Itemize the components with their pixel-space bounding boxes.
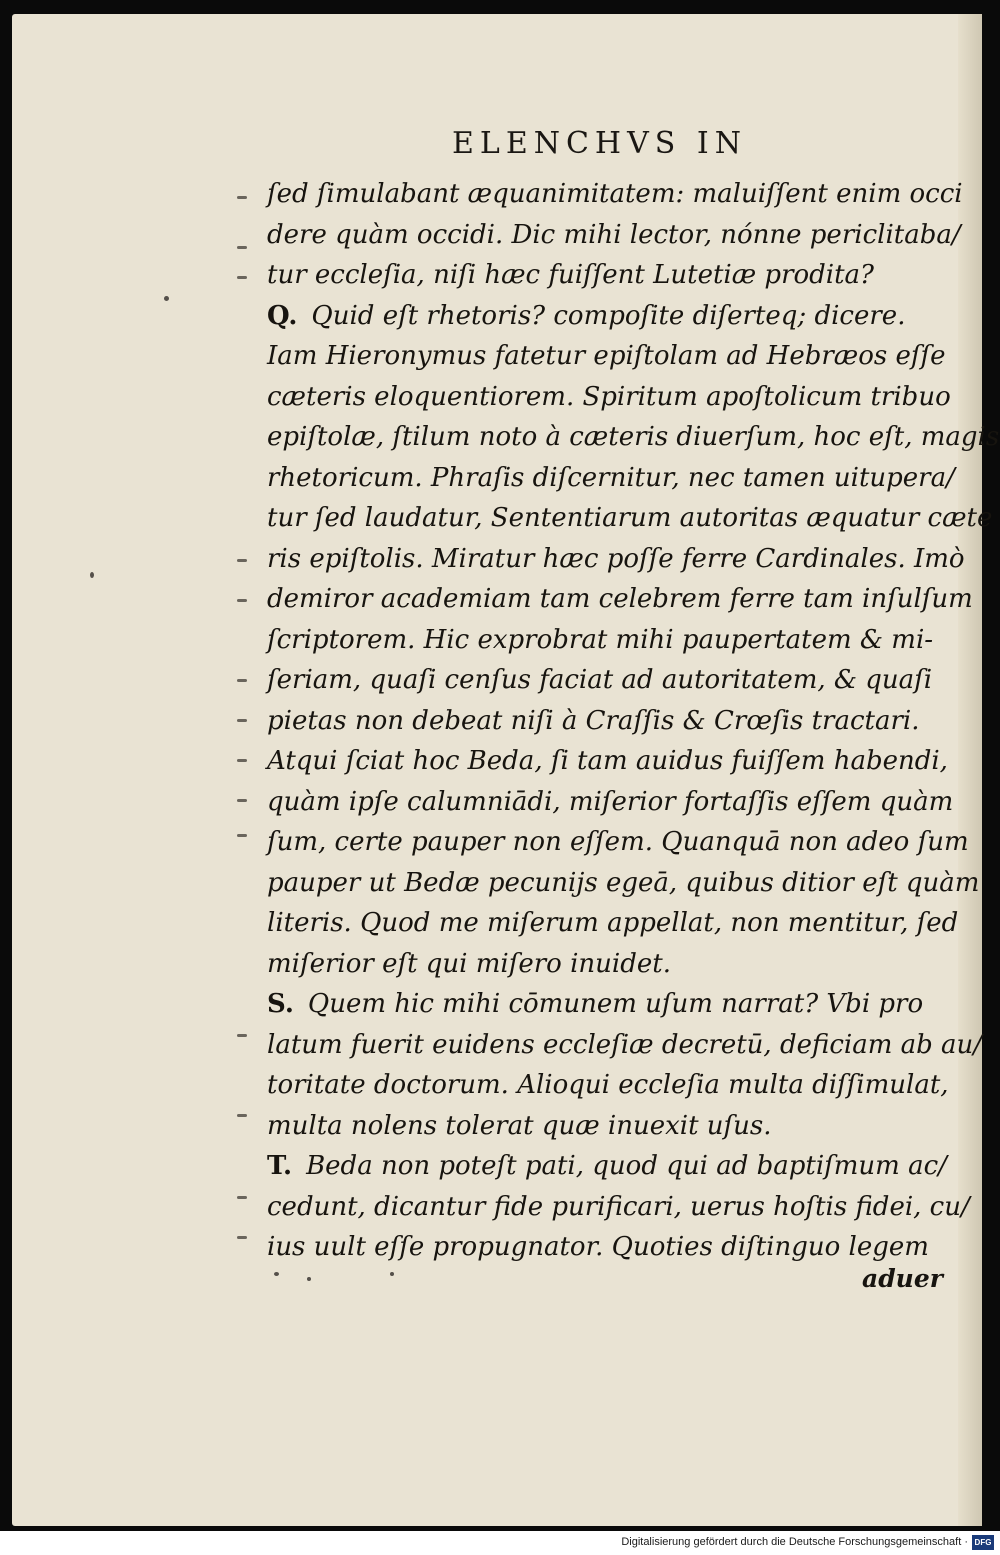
section-marker: T. [267, 1151, 293, 1181]
text-line: multa nolens tolerat quæ inuexit uſus. [267, 1110, 772, 1141]
text-line: quàm ipſe calumniādi, miſerior fortaſſis eſſem quàm [267, 786, 954, 817]
text-line: literis. Quod me miſerum appellat, non mentitur, ſed [267, 908, 959, 938]
catchword: aduer [862, 1264, 943, 1293]
margin-marks [237, 174, 257, 1274]
text-line: cedunt, dicantur fide purificari, uerus hoſtis fidei, cu/ [267, 1191, 970, 1222]
section-marker: S. [267, 989, 294, 1019]
text-block [267, 174, 1000, 1268]
book-page [12, 14, 1000, 1526]
ink-speck [90, 572, 94, 578]
text-line: ſcriptorem. Hic exprobrat mihi paupertatem & mi- [267, 624, 934, 655]
ink-speck [390, 1272, 394, 1276]
text-line: dere quàm occidi. Dic mihi lector, nónne periclitaba/ [267, 219, 961, 250]
ink-speck [307, 1277, 311, 1281]
text-line: S. Quem hic mihi cōmunem uſum narrat? Vbi pro [267, 984, 937, 1025]
text-line: ius uult eſſe propugnator. Quoties diſtinguo legem [267, 1232, 929, 1262]
text-line: latum fuerit euidens eccleſiæ decretū, deficiam ab au/ [267, 1029, 983, 1060]
text-line: epiſtolæ, ſtilum noto à cæteris diuerſum, hoc eſt, magis [267, 422, 1000, 452]
ink-speck [274, 1272, 279, 1276]
text-line: miſerior eſt qui miſero inuidet. [267, 948, 671, 979]
funding-credit: Digitalisierung gefördert durch die Deutsche Forschungsgemeinschaft · [621, 1536, 968, 1548]
text-line: ſeriam, quaſi cenſus faciat ad autoritatem, & quaſi [267, 665, 933, 695]
running-head: ELENCHVS IN [452, 126, 747, 161]
text-line: pietas non debeat niſi à Craſſis & Crœſis tractari. [267, 705, 920, 736]
text-line: Iam Hieronymus fatetur epiſtolam ad Hebræos eſſe [267, 341, 946, 371]
text-line: ris epiſtolis. Miratur hæc poſſe ferre Cardinales. Imò [267, 543, 965, 574]
text-line: tur ſed laudatur, Sententiarum autoritas æquatur cæte [267, 503, 993, 533]
text-line: T. Beda non poteſt pati, quod qui ad baptiſmum ac/ [267, 1146, 937, 1187]
text-line: Atqui ſciat hoc Beda, ſi tam auidus fuiſſem habendi, [267, 746, 948, 776]
text-line: tur eccleſia, niſi hæc fuiſſent Lutetiæ prodita? [267, 260, 875, 290]
footer-bar [0, 1531, 1000, 1555]
text-line: pauper ut Bedæ pecunijs egeā, quibus ditior eſt quàm [267, 867, 980, 898]
dfg-logo[interactable]: DFG [972, 1535, 994, 1550]
text-line: cæteris eloquentiorem. Spiritum apoſtolicum tribuo [267, 381, 951, 412]
text-line: Q. Quid eſt rhetoris? compoſite diſerteq; dicere. [267, 296, 937, 337]
text-line: rhetoricum. Phraſis diſcernitur, nec tamen uitupera/ [267, 462, 955, 493]
text-line: toritate doctorum. Alioqui eccleſia multa diſſimulat, [267, 1070, 949, 1100]
page-edge [958, 14, 982, 1526]
text-line: ſum, certe pauper non eſſem. Quanquā non adeo ſum [267, 827, 969, 857]
text-line: ſed ſimulabant æquanimitatem: maluiſſent enim occi [267, 179, 963, 209]
text-line: demiror academiam tam celebrem ferre tam inſulſum [267, 584, 973, 614]
ink-speck [164, 296, 169, 301]
section-marker: Q. [267, 300, 298, 331]
